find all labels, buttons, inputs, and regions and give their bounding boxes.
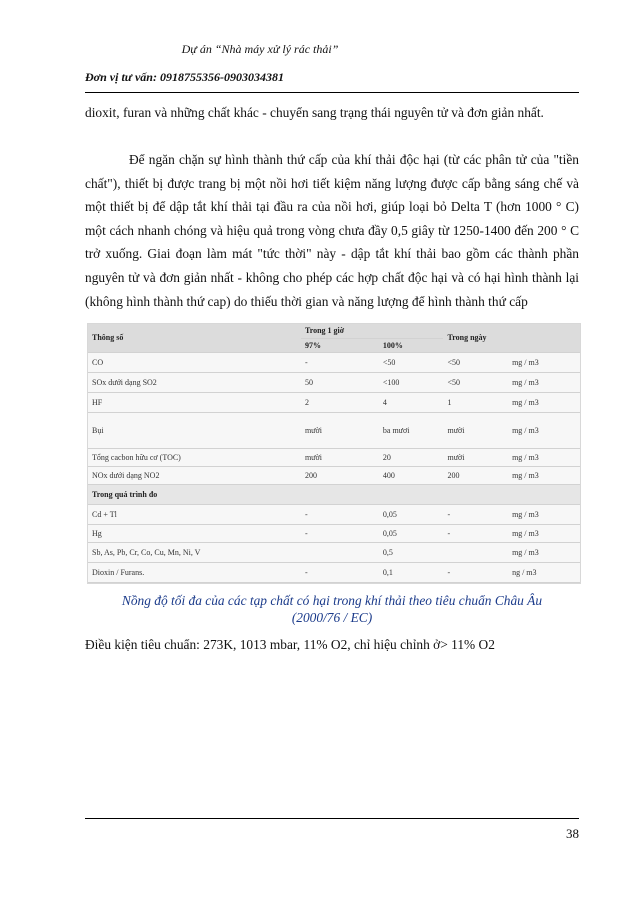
cell-param: HF <box>88 392 301 412</box>
table-row <box>88 562 580 582</box>
cell-day: - <box>443 562 508 582</box>
cell-100: 0,5 <box>379 542 444 562</box>
cell-97: - <box>301 504 379 524</box>
cell-97: mười <box>301 412 379 448</box>
cell-day: <50 <box>443 372 508 392</box>
cell-unit: mg / m3 <box>508 352 580 372</box>
caption-line-2: (2000/76 / EC) <box>291 610 373 625</box>
cell-100: 4 <box>379 392 444 412</box>
table-row <box>88 372 580 392</box>
col-header-unit <box>508 324 580 352</box>
cell-param: Dioxin / Furans. <box>88 562 301 582</box>
cell-param: Tổng cacbon hữu cơ (TOC) <box>88 448 301 466</box>
header-contact: Đơn vị tư vấn: 0918755356-0903034381 <box>85 70 284 84</box>
cell-unit: mg / m3 <box>508 412 580 448</box>
cell-100: ba mươi <box>379 412 444 448</box>
cell-day: - <box>443 504 508 524</box>
table-row <box>88 524 580 542</box>
cell-day: <50 <box>443 352 508 372</box>
col-header-97: 97% <box>301 338 379 352</box>
cell-100: <50 <box>379 352 444 372</box>
cell-unit: mg / m3 <box>508 542 580 562</box>
cell-unit: mg / m3 <box>508 504 580 524</box>
cell-unit: ng / m3 <box>508 562 580 582</box>
paragraph-1: dioxit, furan và những chất khác - chuyển sang trạng thái nguyên tử và đơn giản nhất. <box>85 105 544 120</box>
cell-97: - <box>301 352 379 372</box>
section-label: Trong quá trình đo <box>88 484 580 504</box>
paragraph-2: Để ngăn chặn sự hình thành thứ cấp của khí thải độc hại (từ các phân tử của "tiền chất"), thiết bị được trang bị một nồi hơi tiết kiệm năng lượng được cấp bằng sáng chế và một thiết bị để dập tắt khí thải tại đầu ra của nồi hơi, giúp loại bỏ Delta T (hơn 1000 ° C) một cách nhanh chóng và hiệu quả trong vòng chưa đầy 0,5 giây từ 1250-1400 đến 200 ° C trở xuống. Giai đoạn làm mát "tức thời" này - dập tắt khí thải bao gồm các thành phần nguyên tử và đơn giản nhất - không cho phép các hợp chất độc hại và có hại hình thành lại (không hình thành thứ cap) do thiếu thời gian và năng lượng để hình thành thứ cấp <box>85 152 579 309</box>
cell-97: - <box>301 524 379 542</box>
standard-conditions: Điều kiện tiêu chuẩn: 273K, 1013 mbar, 11% O2, chỉ hiệu chỉnh ở> 11% O2 <box>85 637 495 652</box>
col-header-param: Thông số <box>88 324 301 352</box>
cell-param: Sb, As, Pb, Cr, Co, Cu, Mn, Ni, V <box>88 542 301 562</box>
table-row <box>88 392 580 412</box>
table-row <box>88 542 580 562</box>
cell-param: Cd + Tl <box>88 504 301 524</box>
cell-100: <100 <box>379 372 444 392</box>
cell-97: - <box>301 562 379 582</box>
cell-param: NOx dưới dạng NO2 <box>88 466 301 484</box>
cell-param: SOx dưới dạng SO2 <box>88 372 301 392</box>
cell-97 <box>301 542 379 562</box>
cell-unit: mg / m3 <box>508 448 580 466</box>
table-section-row <box>88 484 580 504</box>
cell-param: Hg <box>88 524 301 542</box>
cell-unit: mg / m3 <box>508 466 580 484</box>
col-header-day: Trong ngày <box>443 324 508 352</box>
table-row <box>88 504 580 524</box>
cell-97: 200 <box>301 466 379 484</box>
cell-day: mười <box>443 448 508 466</box>
header-title: Dự án “Nhà máy xử lý rác thải” <box>181 42 339 56</box>
page-number: 38 <box>566 826 579 841</box>
table-row <box>88 466 580 484</box>
cell-97: 50 <box>301 372 379 392</box>
cell-unit: mg / m3 <box>508 392 580 412</box>
cell-param: Bụi <box>88 412 301 448</box>
cell-day: 200 <box>443 466 508 484</box>
cell-100: 0,05 <box>379 504 444 524</box>
emission-limits-table <box>87 323 581 584</box>
table-row <box>88 412 580 448</box>
cell-unit: mg / m3 <box>508 372 580 392</box>
cell-day: - <box>443 524 508 542</box>
col-header-hour: Trong 1 giờ <box>301 324 444 338</box>
cell-97: mười <box>301 448 379 466</box>
header-divider <box>85 92 579 93</box>
cell-97: 2 <box>301 392 379 412</box>
cell-day <box>443 542 508 562</box>
table-caption <box>85 592 579 626</box>
cell-day: mười <box>443 412 508 448</box>
table-row <box>88 448 580 466</box>
cell-100: 0,1 <box>379 562 444 582</box>
cell-param: CO <box>88 352 301 372</box>
cell-unit: mg / m3 <box>508 524 580 542</box>
footer-divider <box>85 818 579 819</box>
cell-100: 20 <box>379 448 444 466</box>
table-row <box>88 352 580 372</box>
caption-line-1: Nồng độ tối đa của các tạp chất có hại trong khí thải theo tiêu chuẩn Châu Âu <box>121 593 543 608</box>
col-header-100: 100% <box>379 338 444 352</box>
cell-100: 400 <box>379 466 444 484</box>
cell-day: 1 <box>443 392 508 412</box>
cell-100: 0,05 <box>379 524 444 542</box>
